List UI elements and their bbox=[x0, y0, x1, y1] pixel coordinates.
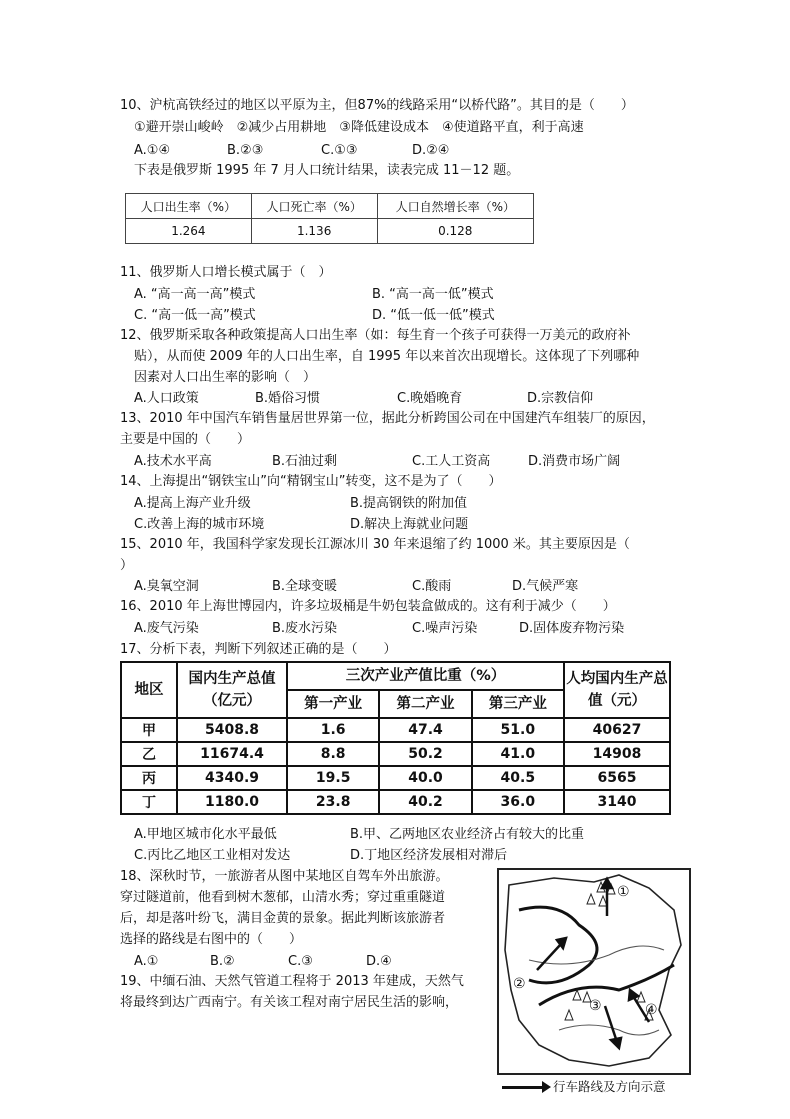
q17-option-a: A.甲地区城市化水平最低 bbox=[134, 827, 277, 842]
q13-option-a: A.技术水平高 bbox=[134, 454, 212, 469]
th-primary: 第一产业 bbox=[287, 690, 379, 718]
q11-stem: 11、俄罗斯人口增长模式属于（ ） bbox=[120, 265, 332, 280]
q15-option-d: D.气候严寒 bbox=[512, 579, 579, 594]
cell-secondary: 40.0 bbox=[379, 766, 471, 790]
legend-arrowhead-icon bbox=[542, 1081, 551, 1093]
q18-option-b: B.② bbox=[210, 954, 235, 969]
q12-line3: 因素对人口出生率的影响（ ） bbox=[134, 370, 317, 385]
cell-per-capita: 3140 bbox=[564, 790, 670, 814]
q18-option-d: D.④ bbox=[366, 954, 392, 969]
map-marker-2: ② bbox=[513, 976, 526, 992]
cell-tertiary: 40.5 bbox=[472, 766, 564, 790]
th-birth-rate: 人口出生率（%） bbox=[126, 194, 252, 219]
map-marker-3: ③ bbox=[589, 998, 602, 1014]
cell-primary: 19.5 bbox=[287, 766, 379, 790]
q14-stem: 14、上海提出“钢铁宝山”向“精钢宝山”转变，这不是为了（ ） bbox=[120, 474, 502, 489]
q15-line2: ） bbox=[120, 558, 134, 573]
cell-per-capita: 14908 bbox=[564, 742, 670, 766]
q10-option-c: C.①③ bbox=[321, 143, 358, 158]
q19-line1: 19、中缅石油、天然气管道工程将于 2013 年建成，天然气 bbox=[120, 974, 464, 989]
q12-line2: 贴），从而使 2009 年的人口出生率，自 1995 年以来首次出现增长。这体现了下列哪种 bbox=[134, 349, 640, 364]
cell-region: 丙 bbox=[121, 766, 177, 790]
q18-option-a: A.① bbox=[134, 954, 159, 969]
map-marker-1: ① bbox=[617, 884, 630, 900]
river-south bbox=[559, 1025, 659, 1035]
q15-option-a: A.臭氧空洞 bbox=[134, 579, 199, 594]
q15-line1: 15、2010 年，我国科学家发现长江源冰川 30 年来退缩了约 1000 米。其主要原因是（ bbox=[120, 537, 630, 552]
cell-tertiary: 51.0 bbox=[472, 718, 564, 742]
q10-option-d: D.②④ bbox=[412, 143, 450, 158]
td-growth-rate: 0.128 bbox=[377, 219, 533, 244]
cell-per-capita: 6565 bbox=[564, 766, 670, 790]
q16-option-d: D.固体废弃物污染 bbox=[519, 621, 625, 636]
th-gdp: 国内生产总值（亿元） bbox=[177, 662, 287, 718]
q18-line4: 选择的路线是右图中的（ ） bbox=[120, 932, 303, 947]
q10-option-b: B.②③ bbox=[227, 143, 264, 158]
q10-choices: ①避开崇山峻岭 ②减少占用耕地 ③降低建设成本 ④使道路平直，利于高速 bbox=[134, 120, 584, 135]
q18-option-c: C.③ bbox=[288, 954, 313, 969]
q14-option-c: C.改善上海的城市环境 bbox=[134, 517, 265, 532]
cell-secondary: 47.4 bbox=[379, 718, 471, 742]
cell-region: 乙 bbox=[121, 742, 177, 766]
q18-line2: 穿过隧道前，他看到树木葱郁，山清水秀；穿过重重隧道 bbox=[120, 890, 446, 905]
q12-option-d: D.宗教信仰 bbox=[527, 391, 594, 406]
cell-gdp: 11674.4 bbox=[177, 742, 287, 766]
cell-gdp: 4340.9 bbox=[177, 766, 287, 790]
q13-line2: 主要是中国的（ ） bbox=[120, 432, 251, 447]
q13-option-d: D.消费市场广阔 bbox=[528, 454, 621, 469]
q18-line3: 后，却是落叶纷飞，满目金黄的景象。据此判断该旅游者 bbox=[120, 911, 446, 926]
q13-option-b: B.石油过剩 bbox=[272, 454, 338, 469]
th-tertiary: 第三产业 bbox=[472, 690, 564, 718]
russia-population-table bbox=[125, 193, 534, 244]
q15-option-c: C.酸雨 bbox=[412, 579, 452, 594]
q10-stem: 10、沪杭高铁经过的地区以平原为主，但87%的线路采用“以桥代路”。其目的是（ ） bbox=[120, 98, 634, 113]
th-secondary: 第二产业 bbox=[379, 690, 471, 718]
q16-option-b: B.废水污染 bbox=[272, 621, 338, 636]
cell-region: 丁 bbox=[121, 790, 177, 814]
legend-arrow-icon bbox=[502, 1086, 544, 1089]
q16-stem: 16、2010 年上海世博园内，许多垃圾桶是牛奶包装盒做成的。这有利于减少（ ） bbox=[120, 599, 616, 614]
cell-region: 甲 bbox=[121, 718, 177, 742]
th-region: 地区 bbox=[121, 662, 177, 718]
cell-primary: 23.8 bbox=[287, 790, 379, 814]
q17-option-d: D.丁地区经济发展相对滞后 bbox=[350, 848, 508, 863]
cell-gdp: 5408.8 bbox=[177, 718, 287, 742]
cell-primary: 8.8 bbox=[287, 742, 379, 766]
map-legend-label: 行车路线及方向示意 bbox=[553, 1079, 666, 1094]
mountain-boundary-south bbox=[539, 965, 674, 1005]
q12-option-a: A.人口政策 bbox=[134, 391, 199, 406]
q15-option-b: B.全球变暖 bbox=[272, 579, 338, 594]
q18-line1: 18、深秋时节，一旅游者从图中某地区自驾车外出旅游。 bbox=[120, 869, 449, 884]
q11-option-c: C. “高一低一高”模式 bbox=[134, 308, 256, 323]
cell-tertiary: 36.0 bbox=[472, 790, 564, 814]
q11-option-d: D. “低一低一低”模式 bbox=[372, 308, 495, 323]
q13-line1: 13、2010 年中国汽车销售量居世界第一位，据此分析跨国公司在中国建汽车组装厂的原因， bbox=[120, 411, 655, 426]
cell-tertiary: 41.0 bbox=[472, 742, 564, 766]
q13-option-c: C.工人工资高 bbox=[412, 454, 491, 469]
route-map-drawing bbox=[499, 870, 689, 1073]
region-economy-table bbox=[120, 661, 671, 815]
cell-primary: 1.6 bbox=[287, 718, 379, 742]
q11-option-a: A. “高一高一高”模式 bbox=[134, 287, 256, 302]
q14-option-d: D.解决上海就业问题 bbox=[350, 517, 469, 532]
map-marker-4: ④ bbox=[645, 1002, 658, 1018]
q17-option-c: C.丙比乙地区工业相对发达 bbox=[134, 848, 291, 863]
intro-11-12: 下表是俄罗斯 1995 年 7 月人口统计结果，读表完成 11－12 题。 bbox=[134, 163, 520, 178]
q17-option-b: B.甲、乙两地区农业经济占有较大的比重 bbox=[350, 827, 585, 842]
q12-line1: 12、俄罗斯采取各种政策提高人口出生率（如：每生育一个孩子可获得一万美元的政府补 bbox=[120, 328, 631, 343]
q16-option-c: C.噪声污染 bbox=[412, 621, 478, 636]
q14-option-b: B.提高钢铁的附加值 bbox=[350, 496, 468, 511]
th-industry-ratio: 三次产业产值比重（%） bbox=[287, 662, 564, 690]
route-map bbox=[497, 868, 691, 1075]
mountain-boundary bbox=[519, 907, 597, 983]
q10-option-a: A.①④ bbox=[134, 143, 171, 158]
th-gdp-per-capita: 人均国内生产总值（元） bbox=[564, 662, 670, 718]
td-birth-rate: 1.264 bbox=[126, 219, 252, 244]
cell-gdp: 1180.0 bbox=[177, 790, 287, 814]
td-death-rate: 1.136 bbox=[251, 219, 377, 244]
q12-option-c: C.晚婚晚育 bbox=[397, 391, 463, 406]
q17-stem: 17、分析下表，判断下列叙述正确的是（ ） bbox=[120, 642, 397, 657]
th-death-rate: 人口死亡率（%） bbox=[251, 194, 377, 219]
tree-symbols bbox=[565, 882, 653, 1020]
cell-secondary: 50.2 bbox=[379, 742, 471, 766]
q12-option-b: B.婚俗习惯 bbox=[255, 391, 321, 406]
q16-option-a: A.废气污染 bbox=[134, 621, 199, 636]
q19-line2: 将最终到达广西南宁。有关该工程对南宁居民生活的影响， bbox=[120, 995, 459, 1010]
q11-option-b: B. “高一高一低”模式 bbox=[372, 287, 494, 302]
cell-per-capita: 40627 bbox=[564, 718, 670, 742]
th-growth-rate: 人口自然增长率（%） bbox=[377, 194, 533, 219]
q14-option-a: A.提高上海产业升级 bbox=[134, 496, 251, 511]
cell-secondary: 40.2 bbox=[379, 790, 471, 814]
